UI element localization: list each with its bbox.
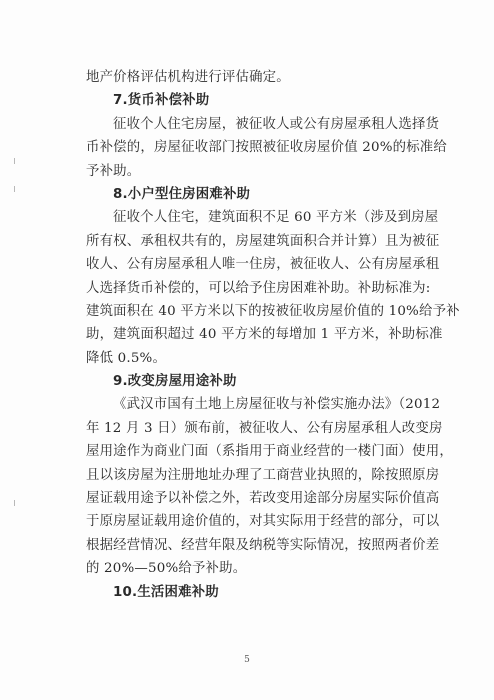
- paragraph-line: 征收个人住宅，建筑面积不足 60 平方米（涉及到房屋: [113, 210, 439, 226]
- document-body: [86, 66, 460, 604]
- paragraph-line: 根据经营情况、经营年限及纳税等实际情况，按照两者价差: [86, 537, 440, 553]
- paragraph-line: 建筑面积在 40 平方米以下的按被征收房屋价值的 10%给予补: [86, 303, 460, 319]
- section-heading-8: 8.小户型住房困难补助: [113, 186, 251, 202]
- margin-mark: [14, 186, 15, 192]
- paragraph-line: 所有权、承租权共有的，房屋建筑面积合并计算）且为被征: [86, 233, 440, 249]
- paragraph-line: 《武汉市国有土地上房屋征收与补偿实施办法》（2012: [113, 397, 441, 413]
- paragraph-line: 币补偿的，房屋征收部门按照被征收房屋价值 20%的标准给: [86, 140, 447, 156]
- paragraph-line: 于原房屋证载用途价值的，对其实际用于经营的部分，可以: [86, 514, 440, 530]
- paragraph-line: 地产价格评估机构进行评估确定。: [86, 70, 290, 85]
- paragraph-line: 人选择货币补偿的，可以给予住房困难补助。补助标准为:: [86, 280, 431, 296]
- paragraph-line: 降低 0.5%。: [86, 350, 167, 366]
- paragraph-line: 年 12 月 3 日）颁布前，被征收人、公有房屋承租人改变房: [86, 420, 443, 436]
- section-heading-10: 10.生活困难补助: [113, 584, 219, 600]
- paragraph-line: 屋证载用途予以补偿之外，若改变用途部分房屋实际价值高: [86, 491, 440, 507]
- margin-mark: [14, 500, 15, 506]
- section-heading-9: 9.改变房屋用途补助: [113, 374, 237, 390]
- section-heading-7: 7.货币补偿补助: [113, 93, 210, 109]
- margin-mark: [14, 158, 15, 164]
- paragraph-line: 予补助。: [86, 163, 141, 179]
- paragraph-line: 屋用途作为商业门面（系指用于商业经营的一楼门面）使用，: [86, 444, 453, 460]
- page-number: 5: [244, 655, 250, 665]
- paragraph-line: 收人、公有房屋承租人唯一住房，被征收人、公有房屋承租: [86, 257, 440, 273]
- paragraph-line: 的 20%—50%给予补助。: [86, 561, 247, 577]
- paragraph-line: 且以该房屋为注册地址办理了工商营业执照的，除按照原房: [86, 467, 440, 483]
- paragraph-line: 助，建筑面积超过 40 平方米的每增加 1 平方米，补助标准: [86, 327, 443, 343]
- paragraph-line: 征收个人住宅房屋，被征收人或公有房屋承租人选择货: [113, 116, 440, 132]
